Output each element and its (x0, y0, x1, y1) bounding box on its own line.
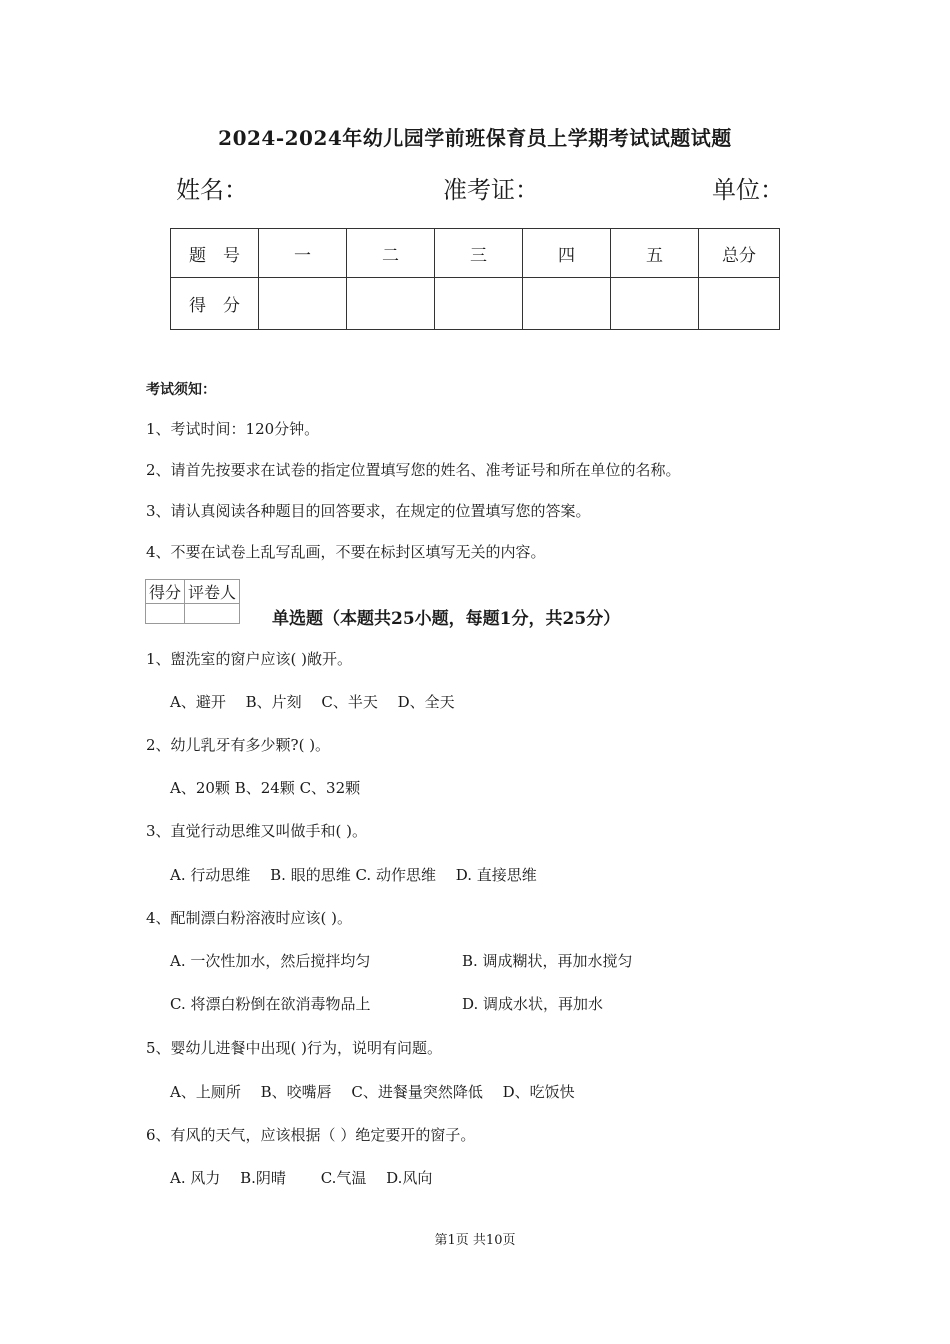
question-option: A. 一次性加水，然后搅拌均匀 (170, 952, 371, 970)
score-header-cell: 四 (523, 229, 611, 278)
grader-box (145, 579, 240, 624)
notice-item: 4、不要在试卷上乱写乱画，不要在标封区填写无关的内容。 (146, 543, 546, 561)
grader-reviewer-label: 评卷人 (185, 580, 240, 604)
score-table-header-row (171, 229, 780, 278)
question-text: 3、直觉行动思维又叫做手和( )。 (146, 822, 368, 840)
page-footer: 第1页 共10页 (434, 1233, 516, 1248)
question-options: A、上厕所 B、咬嘴唇 C、进餐量突然降低 D、吃饭快 (170, 1083, 575, 1101)
score-table (170, 228, 780, 330)
score-row-label: 得 分 (171, 278, 259, 330)
score-header-cell: 三 (435, 229, 523, 278)
score-cell[interactable] (611, 278, 699, 330)
score-cell[interactable] (523, 278, 611, 330)
question-text: 1、盥洗室的窗户应该( )敞开。 (146, 650, 353, 668)
score-header-cell: 五 (611, 229, 699, 278)
question-text: 2、幼儿乳牙有多少颗?( )。 (146, 736, 331, 754)
question-text: 5、婴幼儿进餐中出现( )行为，说明有问题。 (146, 1039, 443, 1057)
grader-score-cell[interactable] (146, 604, 185, 624)
score-header-cell: 题 号 (171, 229, 259, 278)
grader-reviewer-cell[interactable] (185, 604, 240, 624)
section-title: 单选题（本题共25小题，每题1分，共25分） (272, 609, 621, 629)
score-table-score-row (171, 278, 780, 330)
question-option: C. 将漂白粉倒在欲消毒物品上 (170, 995, 371, 1013)
question-options: A. 风力 B.阴晴 C.气温 D.风向 (170, 1169, 433, 1187)
score-header-cell: 一 (259, 229, 347, 278)
score-cell[interactable] (259, 278, 347, 330)
score-cell[interactable] (699, 278, 780, 330)
question-options: A、20颗 B、24颗 C、32颗 (170, 779, 361, 797)
question-option: B. 调成糊状，再加水搅匀 (462, 952, 633, 970)
question-option: D. 调成水状，再加水 (462, 995, 604, 1013)
name-label: 姓名： (176, 176, 248, 204)
question-text: 6、有风的天气，应该根据（ ）绝定要开的窗子。 (146, 1126, 476, 1144)
question-options: A、避开 B、片刻 C、半天 D、全天 (170, 693, 455, 711)
question-text: 4、配制漂白粉溶液时应该( )。 (146, 909, 353, 927)
exam-id-label: 准考证： (443, 176, 539, 204)
notice-item: 3、请认真阅读各种题目的回答要求，在规定的位置填写您的答案。 (146, 502, 591, 520)
unit-label: 单位： (712, 176, 784, 204)
grader-score-label: 得分 (146, 580, 185, 604)
score-cell[interactable] (347, 278, 435, 330)
score-header-cell: 二 (347, 229, 435, 278)
notice-item: 2、请首先按要求在试卷的指定位置填写您的姓名、准考证号和所在单位的名称。 (146, 461, 681, 479)
question-options: A. 行动思维 B. 眼的思维 C. 动作思维 D. 直接思维 (170, 866, 537, 884)
page-title: 2024-2024年幼儿园学前班保育员上学期考试试题试题 (218, 126, 732, 150)
score-cell[interactable] (435, 278, 523, 330)
score-header-cell: 总分 (699, 229, 780, 278)
notice-title: 考试须知： (146, 382, 216, 398)
notice-item: 1、考试时间：120分钟。 (146, 420, 320, 438)
